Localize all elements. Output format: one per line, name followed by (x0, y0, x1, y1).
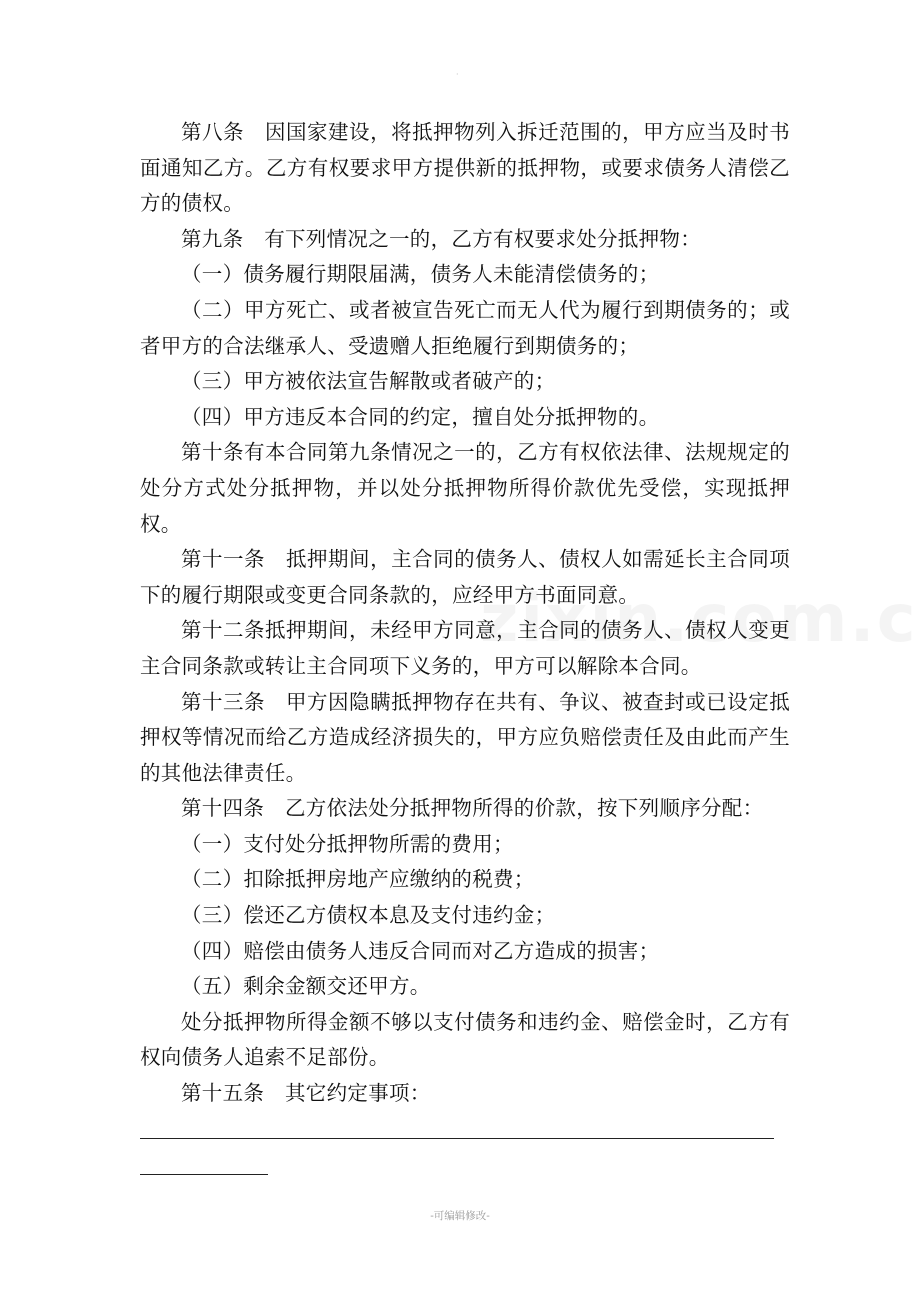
article-14-item-4: （四）赔偿由债务人违反合同而对乙方造成的损害； (181, 938, 660, 963)
page-footer: -可编辑修改- (430, 1210, 490, 1222)
article-13: 第十三条 甲方因隐瞒抵押物存在共有、争议、被查封或已设定抵押权等情况而给乙方造成经济损失的，甲方应负赔偿责任及由此而产生的其他法律责任。 (140, 689, 790, 785)
article-14-item-5: （五）剩余金额交还甲方。 (181, 974, 431, 999)
article-15: 第十五条 其它约定事项： (181, 1081, 431, 1106)
fill-in-line-2 (140, 1174, 268, 1175)
article-14: 第十四条 乙方依法处分抵押物所得的价款，按下列顺序分配： (181, 796, 764, 821)
article-14-item-3: （三）偿还乙方债权本息及支付违约金； (181, 903, 556, 928)
article-8: 第八条 因国家建设，将抵押物列入拆迁范围的，甲方应当及时书面通知乙方。乙方有权要求甲方提供新的抵押物，或要求债务人清偿乙方的债权。 (140, 120, 790, 216)
article-9-item-1: （一）债务履行期限届满，债务人未能清偿债务的； (181, 262, 660, 287)
article-9-item-3: （三）甲方被依法宣告解散或者破产的； (181, 369, 556, 394)
document-body (140, 115, 790, 1112)
fill-in-line-1 (140, 1138, 774, 1139)
article-9: 第九条 有下列情况之一的，乙方有权要求处分抵押物： (181, 226, 701, 251)
article-14-item-2: （二）扣除抵押房地产应缴纳的税费； (181, 867, 535, 892)
article-14-item-1: （一）支付处分抵押物所需的费用； (181, 831, 514, 856)
top-mark: · (456, 70, 459, 79)
article-10: 第十条有本合同第九条情况之一的，乙方有权依法律、法规规定的处分方式处分抵押物，并以处分抵押物所得价款优先受偿，实现抵押权。 (140, 440, 790, 536)
article-11: 第十一条 抵押期间，主合同的债务人、债权人如需延长主合同项下的履行期限或变更合同条款的，应经甲方书面同意。 (140, 547, 790, 607)
article-9-item-4: （四）甲方违反本合同的约定，擅自处分抵押物的。 (181, 404, 660, 429)
article-12: 第十二条抵押期间，未经甲方同意，主合同的债务人、债权人变更主合同条款或转让主合同项下义务的，甲方可以解除本合同。 (140, 618, 790, 678)
article-9-item-2: （二）甲方死亡、或者被宣告死亡而无人代为履行到期债务的；或者甲方的合法继承人、受遗赠人拒绝履行到期债务的； (140, 297, 790, 358)
article-14-shortfall: 处分抵押物所得金额不够以支付债务和违约金、赔偿金时，乙方有权向债务人追索不足部份。 (140, 1009, 790, 1070)
